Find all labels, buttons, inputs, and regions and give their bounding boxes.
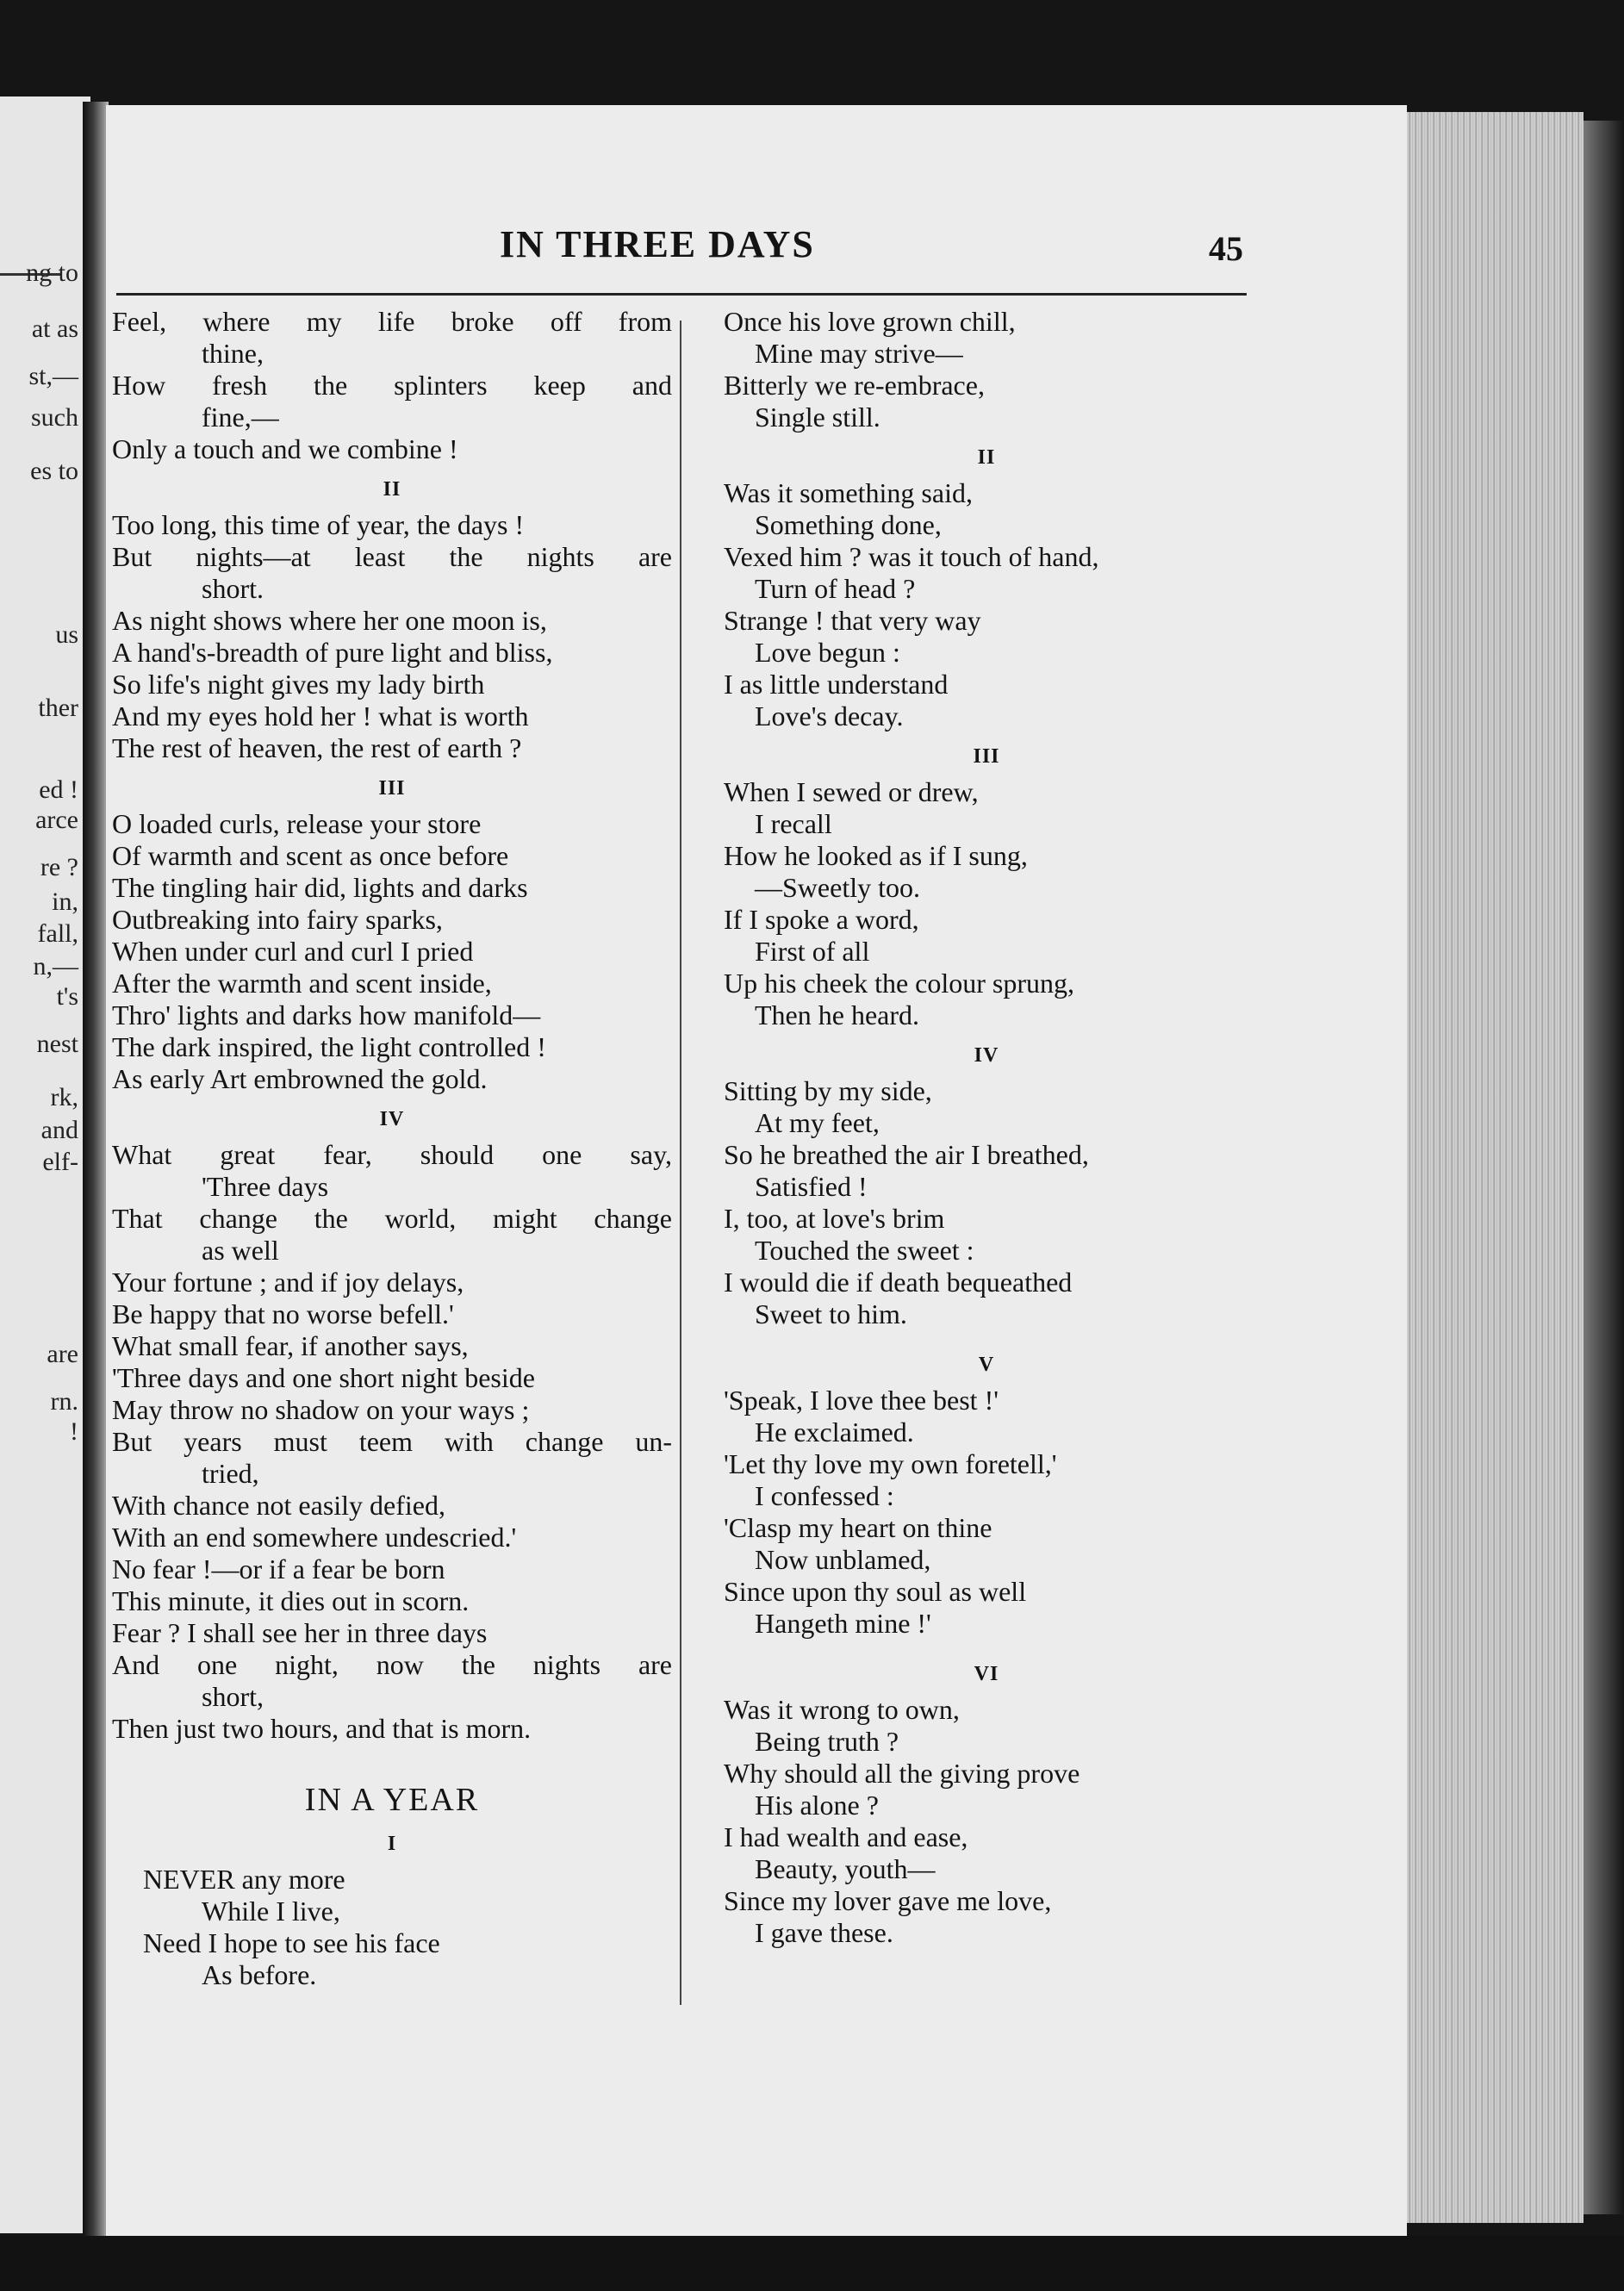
poem-line: Once his love grown chill, bbox=[724, 306, 1016, 337]
left-page-text-fragment: at as bbox=[31, 314, 78, 343]
poem-line: What great fear, should one say, bbox=[112, 1139, 672, 1170]
poem-line: Touched the sweet : bbox=[755, 1235, 974, 1266]
left-page-text-fragment: such bbox=[31, 403, 78, 432]
poem-line: 'Three days bbox=[202, 1171, 329, 1202]
poem-line: Sweet to him. bbox=[755, 1298, 907, 1329]
poem-line: How he looked as if I sung, bbox=[724, 840, 1028, 871]
poem-line: What small fear, if another says, bbox=[112, 1330, 469, 1361]
poem-line: short, bbox=[202, 1681, 264, 1712]
left-page-text-fragment: are bbox=[47, 1340, 78, 1368]
poem-line: First of all bbox=[755, 936, 870, 967]
poem-line: 'Speak, I love thee best !' bbox=[724, 1385, 999, 1416]
poem-line: I had wealth and ease, bbox=[724, 1821, 968, 1852]
poem-line: Was it wrong to own, bbox=[724, 1694, 960, 1725]
poem-line: As early Art embrowned the gold. bbox=[112, 1063, 488, 1094]
section-number: IV bbox=[974, 1044, 999, 1067]
left-page-text-fragment: in, bbox=[52, 887, 78, 916]
section-number: I bbox=[387, 1833, 397, 1855]
poem-line: Since upon thy soul as well bbox=[724, 1576, 1027, 1607]
poem-line: Your fortune ; and if joy delays, bbox=[112, 1267, 464, 1298]
poem-line: Then he heard. bbox=[755, 999, 920, 1030]
poem-line: Outbreaking into fairy sparks, bbox=[112, 904, 443, 935]
left-page-text-fragment: ! bbox=[70, 1417, 78, 1446]
stanza bbox=[724, 1694, 1249, 1949]
left-page-text-fragment: ng to bbox=[26, 258, 78, 287]
poem-line: Was it something said, bbox=[724, 477, 973, 508]
poem-line: Vexed him ? was it touch of hand, bbox=[724, 541, 1099, 572]
poem-line: And one night, now the nights are bbox=[112, 1649, 672, 1680]
line-tail: any more bbox=[234, 1864, 345, 1895]
poem-line: A hand's-breadth of pure light and bliss, bbox=[112, 637, 553, 668]
poem-line: His alone ? bbox=[755, 1790, 879, 1821]
stanza-continued bbox=[112, 306, 672, 465]
poem-line: Be happy that no worse befell.' bbox=[112, 1298, 454, 1329]
poem-line: At my feet, bbox=[755, 1107, 880, 1138]
poem-line: With an end somewhere undescried.' bbox=[112, 1522, 517, 1553]
left-page-text-fragment: n,— bbox=[33, 952, 78, 981]
poem-line: But years must teem with change un- bbox=[112, 1426, 672, 1457]
stanza bbox=[724, 1385, 1249, 1640]
poem-line: Too long, this time of year, the days ! bbox=[112, 509, 525, 540]
poem-line: Fear ? I shall see her in three days bbox=[112, 1617, 488, 1648]
poem-line: Of warmth and scent as once before bbox=[112, 840, 509, 871]
poem-line: Bitterly we re-embrace, bbox=[724, 370, 985, 401]
poem-line: Turn of head ? bbox=[755, 573, 916, 604]
poem-line: Sitting by my side, bbox=[724, 1075, 932, 1106]
poem-title: IN A YEAR bbox=[304, 1782, 480, 1818]
book-gutter bbox=[83, 102, 109, 2238]
poem-line: —Sweetly too. bbox=[755, 872, 920, 903]
column-divider bbox=[680, 321, 681, 2005]
poem-line: Mine may strive— bbox=[755, 338, 963, 369]
section-number: VI bbox=[974, 1663, 999, 1685]
poem-line: When I sewed or drew, bbox=[724, 776, 979, 807]
poem-line: The dark inspired, the light controlled ! bbox=[112, 1031, 546, 1062]
left-page-text-fragment: rn. bbox=[50, 1387, 78, 1416]
left-page-text-fragment: es to bbox=[30, 457, 78, 485]
poem-line: as well bbox=[202, 1235, 279, 1266]
page-block-edge bbox=[1407, 112, 1584, 2223]
poem-line-first bbox=[112, 1864, 672, 1896]
poem-line: Now unblamed, bbox=[755, 1544, 931, 1575]
left-page-text-fragment: st,— bbox=[28, 362, 78, 390]
poem-line: Satisfied ! bbox=[755, 1171, 868, 1202]
poem-line: Strange ! that very way bbox=[724, 605, 981, 636]
running-header: IN THREE DAYS bbox=[500, 223, 815, 265]
poem-line: I as little understand bbox=[724, 669, 949, 700]
poem-line: When under curl and curl I pried bbox=[112, 936, 474, 967]
poem-line: This minute, it dies out in scorn. bbox=[112, 1585, 470, 1616]
section-number: III bbox=[973, 745, 1000, 768]
stanza bbox=[724, 1075, 1249, 1330]
poem-line: fine,— bbox=[202, 402, 279, 433]
poem-line: The tingling hair did, lights and darks bbox=[112, 872, 528, 903]
small-caps-word: EVER bbox=[163, 1864, 235, 1895]
poem-line: Only a touch and we combine ! bbox=[112, 433, 458, 464]
poem-line: So life's night gives my lady birth bbox=[112, 669, 485, 700]
poem-line: Since my lover gave me love, bbox=[724, 1885, 1052, 1916]
poem-line: Something done, bbox=[755, 509, 942, 540]
left-page-text-fragment: ther bbox=[38, 694, 78, 722]
left-page-text-fragment: elf- bbox=[42, 1148, 78, 1176]
page-edge-shadow bbox=[1584, 121, 1624, 2214]
left-page-text-fragment: us bbox=[55, 620, 78, 649]
poem-line: Love's decay. bbox=[755, 700, 904, 732]
poem-line: short. bbox=[202, 573, 264, 604]
drop-letter: N bbox=[143, 1864, 164, 1895]
poem-line: So he breathed the air I breathed, bbox=[724, 1139, 1089, 1170]
poem-line: How fresh the splinters keep and bbox=[112, 370, 672, 401]
section-number: V bbox=[978, 1354, 995, 1376]
poem-line: As night shows where her one moon is, bbox=[112, 605, 547, 636]
poem-line: Why should all the giving prove bbox=[724, 1758, 1080, 1789]
stanza bbox=[112, 1139, 672, 1745]
poem-line: And my eyes hold her ! what is worth bbox=[112, 700, 529, 732]
section-number: II bbox=[977, 446, 996, 469]
poem-line: If I spoke a word, bbox=[724, 904, 919, 935]
poem-line: That change the world, might change bbox=[112, 1203, 672, 1234]
poem-line: I would die if death bequeathed bbox=[724, 1267, 1073, 1298]
header-rule bbox=[116, 293, 1247, 296]
poem-line: I gave these. bbox=[755, 1917, 893, 1948]
left-page-text-fragment: arce bbox=[35, 806, 78, 834]
poem-line: 'Let thy love my own foretell,' bbox=[724, 1448, 1057, 1479]
poem-line: May throw no shadow on your ways ; bbox=[112, 1394, 530, 1425]
poem-line: 'Clasp my heart on thine bbox=[724, 1512, 992, 1543]
poem-line: Beauty, youth— bbox=[755, 1853, 936, 1884]
left-page-text-fragment: re ? bbox=[40, 853, 78, 881]
left-page-text-fragment: and bbox=[40, 1116, 78, 1144]
right-column bbox=[724, 306, 1249, 1949]
section-number: III bbox=[378, 777, 406, 800]
poem-line: Thro' lights and darks how manifold— bbox=[112, 999, 541, 1030]
poem-line: He exclaimed. bbox=[755, 1416, 914, 1447]
poem-line: While I live, bbox=[202, 1896, 340, 1927]
stanza bbox=[112, 1896, 672, 1991]
poem-line: thine, bbox=[202, 338, 264, 369]
poem-line: Single still. bbox=[755, 402, 880, 433]
poem-line: After the warmth and scent inside, bbox=[112, 968, 492, 999]
stanza bbox=[724, 776, 1249, 1031]
stanza bbox=[724, 477, 1249, 732]
poem-line: As before. bbox=[202, 1959, 317, 1990]
left-page-text-fragment: fall, bbox=[37, 919, 78, 948]
poem-line: Hangeth mine !' bbox=[755, 1608, 931, 1639]
poem-line: Feel, where my life broke off from bbox=[112, 306, 672, 337]
poem-line: O loaded curls, release your store bbox=[112, 808, 482, 839]
poem-line: tried, bbox=[202, 1458, 259, 1489]
poem-line: Up his cheek the colour sprung, bbox=[724, 968, 1075, 999]
stanza bbox=[112, 808, 672, 1095]
poem-line: Love begun : bbox=[755, 637, 900, 668]
bottom-shadow bbox=[0, 2236, 1624, 2291]
left-page-text-fragment: rk, bbox=[50, 1083, 78, 1111]
poem-line: The rest of heaven, the rest of earth ? bbox=[112, 732, 522, 763]
poem-line: Being truth ? bbox=[755, 1726, 899, 1757]
section-number: II bbox=[383, 478, 401, 501]
poem-line: Then just two hours, and that is morn. bbox=[112, 1713, 532, 1744]
left-page-text-fragment: t's bbox=[56, 982, 78, 1011]
poem-line: I, too, at love's brim bbox=[724, 1203, 945, 1234]
stanza bbox=[112, 509, 672, 764]
poem-line: I confessed : bbox=[755, 1480, 894, 1511]
left-page-text-fragment: nest bbox=[36, 1030, 78, 1058]
left-column bbox=[112, 306, 672, 1991]
poem-line: I recall bbox=[755, 808, 832, 839]
poem-line: Need I hope to see his face bbox=[143, 1927, 440, 1958]
page-number: 45 bbox=[1209, 229, 1243, 268]
poem-line: But nights—at least the nights are bbox=[112, 541, 672, 572]
stanza-continued bbox=[724, 306, 1249, 433]
poem-line: No fear !—or if a fear be born bbox=[112, 1553, 445, 1584]
poem-line: 'Three days and one short night beside bbox=[112, 1362, 535, 1393]
left-page-text-fragment: ed ! bbox=[39, 775, 78, 804]
section-number: IV bbox=[379, 1108, 405, 1130]
poem-line: With chance not easily defied, bbox=[112, 1490, 445, 1521]
left-page-edge bbox=[0, 96, 90, 2233]
